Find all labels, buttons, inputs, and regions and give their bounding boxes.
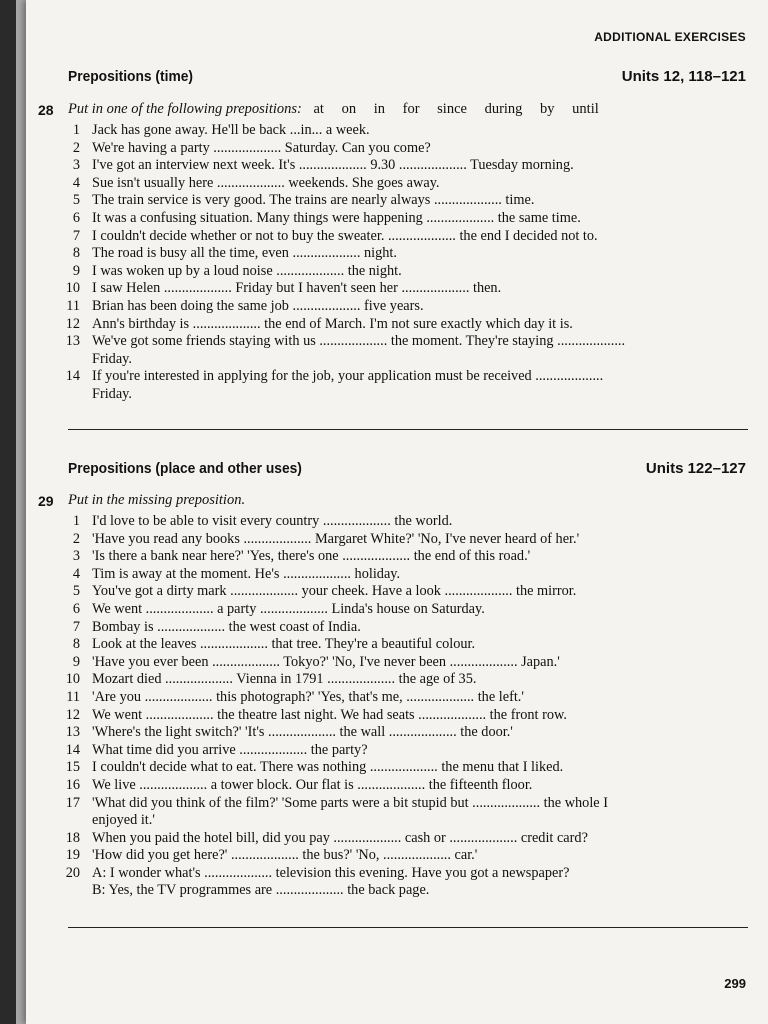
exercise-item	[26, 601, 768, 619]
section-divider-bottom	[68, 927, 748, 928]
exercise-item	[26, 759, 768, 777]
item-number: 13	[65, 333, 80, 350]
item-text: 'Have you read any books ................... Margaret White?' 'No, I've never heard of her.'	[92, 530, 580, 547]
section-units-time: Units 12, 118–121	[621, 68, 746, 85]
item-text: A: I wonder what's ................... television this evening. Have you got a newspaper?	[92, 864, 570, 881]
item-text: Jack has gone away. He'll be back ...in... a week.	[92, 122, 370, 138]
item-text: enjoyed it.'	[92, 812, 155, 829]
running-header: ADDITIONAL EXERCISES	[594, 30, 746, 44]
exercise-item	[26, 316, 768, 334]
exercise-item	[26, 777, 768, 795]
item-number: 14	[65, 368, 80, 385]
item-text: We live ................... a tower block. Our flat is ................... the fifteenth floor.	[92, 776, 533, 793]
item-number: 5	[72, 583, 80, 600]
exercise-item	[26, 882, 768, 900]
item-number: 1	[72, 122, 80, 138]
item-text: You've got a dirty mark ................... your cheek. Have a look ................... the mirror.	[92, 583, 577, 600]
exercise-item	[26, 210, 768, 228]
exercise-item	[26, 157, 768, 175]
exercise-item	[26, 566, 768, 584]
item-text: If you're interested in applying for the job, your application must be received ...................	[92, 368, 604, 385]
item-number: 8	[72, 245, 80, 262]
item-text: I couldn't decide whether or not to buy the sweater. ................... the end I decided not to.	[92, 227, 598, 244]
item-number: 5	[72, 192, 80, 209]
item-number: 12	[65, 706, 80, 723]
exercise-item	[26, 619, 768, 637]
item-text: We went ................... the theatre last night. We had seats ................... the front row.	[92, 706, 567, 723]
item-number: 9	[72, 262, 80, 279]
item-number: 3	[72, 548, 80, 565]
exercise-item	[26, 742, 768, 760]
item-text: I've got an interview next week. It's ................... 9.30 ................... Tuesday morning.	[92, 157, 574, 174]
item-number: 16	[65, 776, 80, 793]
exercise-number-28: 28	[38, 102, 54, 118]
item-number: 13	[65, 724, 80, 741]
item-number: 2	[72, 530, 80, 547]
item-number: 15	[65, 759, 80, 776]
item-text: Sue isn't usually here ................... weekends. She goes away.	[92, 174, 440, 191]
item-text: We're having a party ................... Saturday. Can you come?	[92, 139, 431, 156]
item-number: 7	[72, 618, 80, 635]
exercise-item	[26, 795, 768, 813]
item-number: 4	[72, 174, 80, 191]
exercise-instruction-29	[68, 492, 245, 509]
exercise-28-items	[26, 122, 768, 404]
exercise-item	[26, 140, 768, 158]
exercise-item	[26, 636, 768, 654]
item-text: Friday.	[92, 350, 132, 367]
item-text: 'Is there a bank near here?' 'Yes, there's one ................... the end of this road.'	[92, 548, 531, 565]
section-title-place: Prepositions (place and other uses)	[68, 460, 302, 477]
exercise-item	[26, 333, 768, 351]
item-text: I saw Helen ................... Friday but I haven't seen her ................... then.	[92, 280, 502, 297]
item-number: 2	[72, 139, 80, 156]
exercise-item	[26, 245, 768, 263]
section-units-place: Units 122–127	[645, 460, 746, 477]
item-text: When you paid the hotel bill, did you pay ................... cash or ................... credit card?	[92, 829, 588, 846]
item-number: 11	[66, 688, 80, 705]
exercise-item	[26, 865, 768, 883]
item-text: Bombay is ................... the west coast of India.	[92, 618, 361, 635]
exercise-item	[26, 583, 768, 601]
item-number: 4	[72, 565, 80, 582]
item-number: 12	[65, 315, 80, 332]
item-text: The road is busy all the time, even ................... night.	[92, 245, 397, 262]
item-text: I couldn't decide what to eat. There was nothing ................... the menu that I liked.	[92, 759, 564, 776]
exercise-item	[26, 531, 768, 549]
exercise-item	[26, 228, 768, 246]
item-text: 'Where's the light switch?' 'It's ................... the wall ................... the door.'	[92, 724, 513, 741]
exercise-item	[26, 812, 768, 830]
item-number: 6	[72, 209, 80, 226]
item-number: 8	[72, 636, 80, 653]
item-number: 3	[72, 157, 80, 174]
page-number: 299	[724, 976, 746, 991]
item-number: 6	[72, 600, 80, 617]
preposition-list: at on in for since during by until	[313, 101, 599, 117]
item-text: Mozart died ................... Vienna in 1791 ................... the age of 35.	[92, 671, 477, 688]
exercise-item	[26, 548, 768, 566]
exercise-item	[26, 280, 768, 298]
item-number: 19	[65, 847, 80, 864]
item-text: Look at the leaves ................... that tree. They're a beautiful colour.	[92, 636, 476, 653]
item-text: We've got some friends staying with us ................... the moment. They're staying ...................	[92, 333, 626, 350]
item-text: It was a confusing situation. Many things were happening ................... the same time.	[92, 209, 581, 226]
exercise-number-29: 29	[38, 493, 54, 509]
item-text: We went ................... a party ................... Linda's house on Saturday.	[92, 600, 485, 617]
item-number: 1	[72, 513, 80, 529]
item-number: 11	[66, 297, 80, 314]
exercise-item	[26, 192, 768, 210]
exercise-item	[26, 830, 768, 848]
item-text: 'Are you ................... this photograph?' 'Yes, that's me, ................... the left.'	[92, 688, 524, 705]
item-number: 9	[72, 653, 80, 670]
item-text: Tim is away at the moment. He's ................... holiday.	[92, 565, 401, 582]
book-binding-shadow	[0, 0, 16, 1024]
exercise-item	[26, 263, 768, 281]
exercise-item	[26, 351, 768, 369]
exercise-item	[26, 847, 768, 865]
exercise-item	[26, 513, 768, 531]
exercise-item	[26, 122, 768, 140]
item-text: Brian has been doing the same job ................... five years.	[92, 297, 424, 314]
section-title-time: Prepositions (time)	[68, 68, 193, 85]
item-text: 'How did you get here?' ................... the bus?' 'No, ................... car.'	[92, 847, 478, 864]
item-number: 14	[65, 741, 80, 758]
item-text: 'What did you think of the film?' 'Some parts were a bit stupid but ................... the whole I	[92, 794, 608, 811]
exercise-item	[26, 368, 768, 386]
item-number: 17	[65, 794, 80, 811]
exercise-item	[26, 689, 768, 707]
item-text: What time did you arrive ................... the party?	[92, 741, 368, 758]
item-text: Friday.	[92, 385, 132, 402]
exercise-item	[26, 671, 768, 689]
exercise-29-items	[26, 513, 768, 900]
item-text: I was woken up by a loud noise ................... the night.	[92, 262, 402, 279]
item-number: 10	[65, 671, 80, 688]
exercise-instruction-28	[68, 101, 599, 118]
item-number: 18	[65, 829, 80, 846]
exercise-item	[26, 724, 768, 742]
exercise-item	[26, 654, 768, 672]
section-divider	[68, 429, 748, 430]
exercise-item	[26, 386, 768, 404]
exercise-item	[26, 298, 768, 316]
item-text: Ann's birthday is ................... the end of March. I'm not sure exactly which day it is.	[92, 315, 573, 332]
item-text: The train service is very good. The trains are nearly always ................... time.	[92, 192, 535, 209]
item-text: B: Yes, the TV programmes are ................... the back page.	[92, 882, 430, 899]
instruction-text: Put in one of the following prepositions:	[68, 101, 302, 117]
document-page	[26, 0, 768, 1024]
item-text: 'Have you ever been ................... Tokyo?' 'No, I've never been ................... Japan.'	[92, 653, 560, 670]
book-binding-edge	[16, 0, 26, 1024]
item-text: I'd love to be able to visit every country ................... the world.	[92, 513, 453, 529]
exercise-item	[26, 175, 768, 193]
item-number: 20	[65, 864, 80, 881]
exercise-item	[26, 707, 768, 725]
item-number: 7	[72, 227, 80, 244]
instruction-text: Put in the missing preposition.	[68, 492, 246, 508]
item-number: 10	[65, 280, 80, 297]
